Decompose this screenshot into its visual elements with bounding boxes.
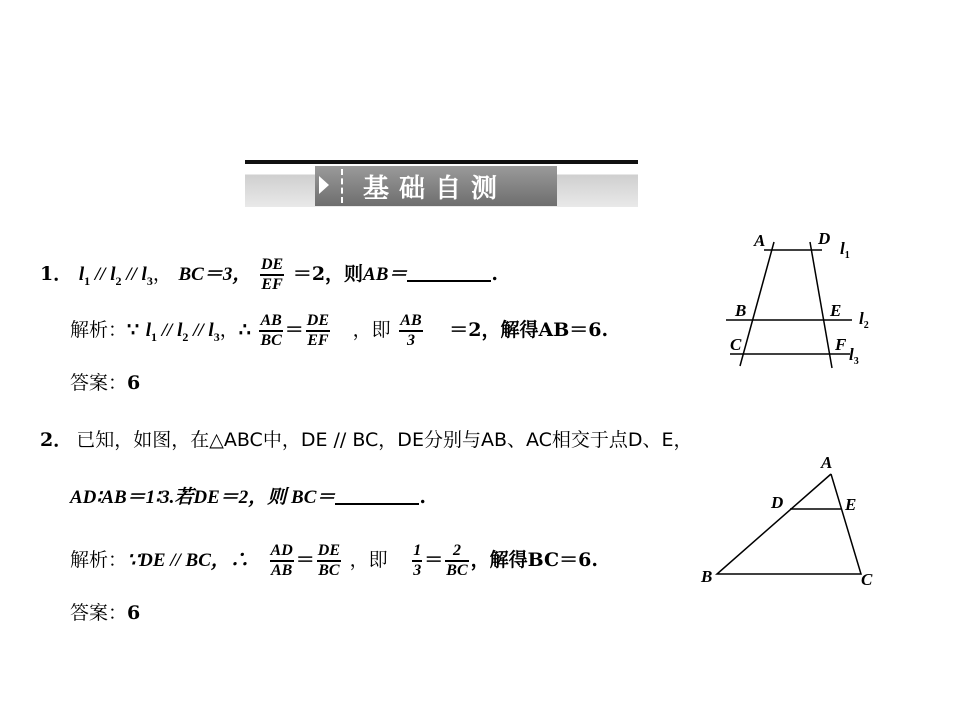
label-f: F: [835, 335, 847, 354]
problem-1-question: 1． $l_1 // l_2 // l_3$， BC＝3， $\frac{DE}{EF}$ ＝2，则AB＝ .: [40, 256, 499, 293]
problem-2-solution: [70, 542, 598, 580]
ratio-value: ＝2，则: [292, 263, 364, 285]
problem-number: 1: [40, 263, 54, 285]
because-symbol: ∵: [127, 319, 140, 341]
equals-sign: ＝: [424, 549, 444, 571]
answer-value: 6: [127, 602, 141, 624]
answer-blank[interactable]: [407, 262, 491, 282]
triangle-figure: [695, 452, 885, 592]
end-period: .: [419, 486, 426, 508]
label-l1: $l_1$: [840, 239, 850, 261]
section-title: 基础自测: [363, 174, 508, 204]
fraction-de-ef: $\frac{DE}{EF}$: [306, 312, 330, 349]
label-l3: $l_3$: [849, 345, 859, 367]
given-text: BC＝3，: [178, 264, 252, 285]
solution-mid: ，即: [349, 549, 388, 571]
problem-2-answer: [70, 600, 140, 626]
problem-1-solution: 解析：∵ $l_1 // l_2 // l_3$，∴ $\frac{AB}{BC}$ ＝ $\frac{DE}{EF}$ ，即 $\frac{AB}{3}$ ＝2，解得AB＝6.: [70, 312, 609, 349]
fraction-ab-bc: $\frac{AB}{BC}$: [260, 312, 282, 349]
answer-blank[interactable]: [335, 485, 419, 505]
solution-tail: ＝2，解得AB＝6.: [449, 319, 609, 341]
problem-2-question-line-1: 2． 已知，如图，在△ABC中，DE // BC，DE分别与AB、AC相交于点D、E，: [40, 429, 693, 451]
label-b: B: [701, 567, 713, 586]
label-e: E: [845, 495, 857, 514]
label-e: E: [830, 301, 842, 320]
label-a: A: [821, 453, 833, 472]
solution-label: 解析：: [70, 319, 128, 341]
ratio-fraction: $\frac{DE}{EF}$: [260, 256, 284, 293]
label-c: C: [861, 570, 873, 589]
equals-sign: ＝: [284, 319, 304, 341]
section-banner: [245, 160, 638, 207]
question-text: 已知，如图，在△ABC中，DE // BC，DE分别与AB、AC相交于点D、E，: [76, 429, 693, 451]
end-period: .: [491, 263, 499, 285]
label-d: D: [818, 229, 831, 248]
therefore-symbol: ∴: [238, 319, 251, 341]
answer-label: 答案：: [70, 602, 128, 624]
label-d: D: [771, 493, 784, 512]
fraction-ad-ab: $\frac{AD}{AB}$: [270, 542, 293, 579]
parallel-lines-text: $l_1 // l_2 // l_3$: [145, 320, 220, 344]
solution-mid: ，即: [352, 319, 391, 341]
fraction-de-bc: $\frac{DE}{BC}$: [317, 542, 341, 579]
question-text: AD∶AB＝1∶3.若DE＝2，则 BC＝: [70, 487, 336, 508]
problem-1-answer: [70, 370, 140, 396]
parallel-lines-text: $l_1 // l_2 // l_3$: [78, 264, 153, 288]
answer-value: 6: [127, 372, 141, 394]
label-a: A: [754, 231, 766, 250]
label-c: C: [730, 335, 742, 354]
ask-text: AB＝: [363, 264, 408, 285]
transversal-right: [810, 242, 832, 368]
play-triangle-icon: [319, 176, 329, 194]
banner-dashed-divider: [341, 169, 343, 203]
problem-number: 2: [40, 429, 54, 451]
solution-label: 解析：: [70, 549, 128, 571]
answer-label: 答案：: [70, 372, 128, 394]
parallel-lines-figure: [720, 228, 890, 373]
fraction-2-bc: $\frac{2}{BC}$: [446, 542, 468, 579]
fraction-1-3: $\frac{1}{3}$: [413, 542, 422, 579]
equals-sign: ＝: [295, 549, 315, 571]
label-b: B: [735, 301, 747, 320]
because-text: ∵DE // BC，∴: [127, 550, 249, 571]
label-l2: $l_2$: [859, 309, 869, 331]
fraction-ab-3: $\frac{AB}{3}$: [400, 312, 422, 349]
problem-2-question-line-2: [70, 484, 426, 511]
solution-tail: ，解得BC＝6.: [470, 549, 599, 571]
triangle-abc: [717, 474, 861, 574]
